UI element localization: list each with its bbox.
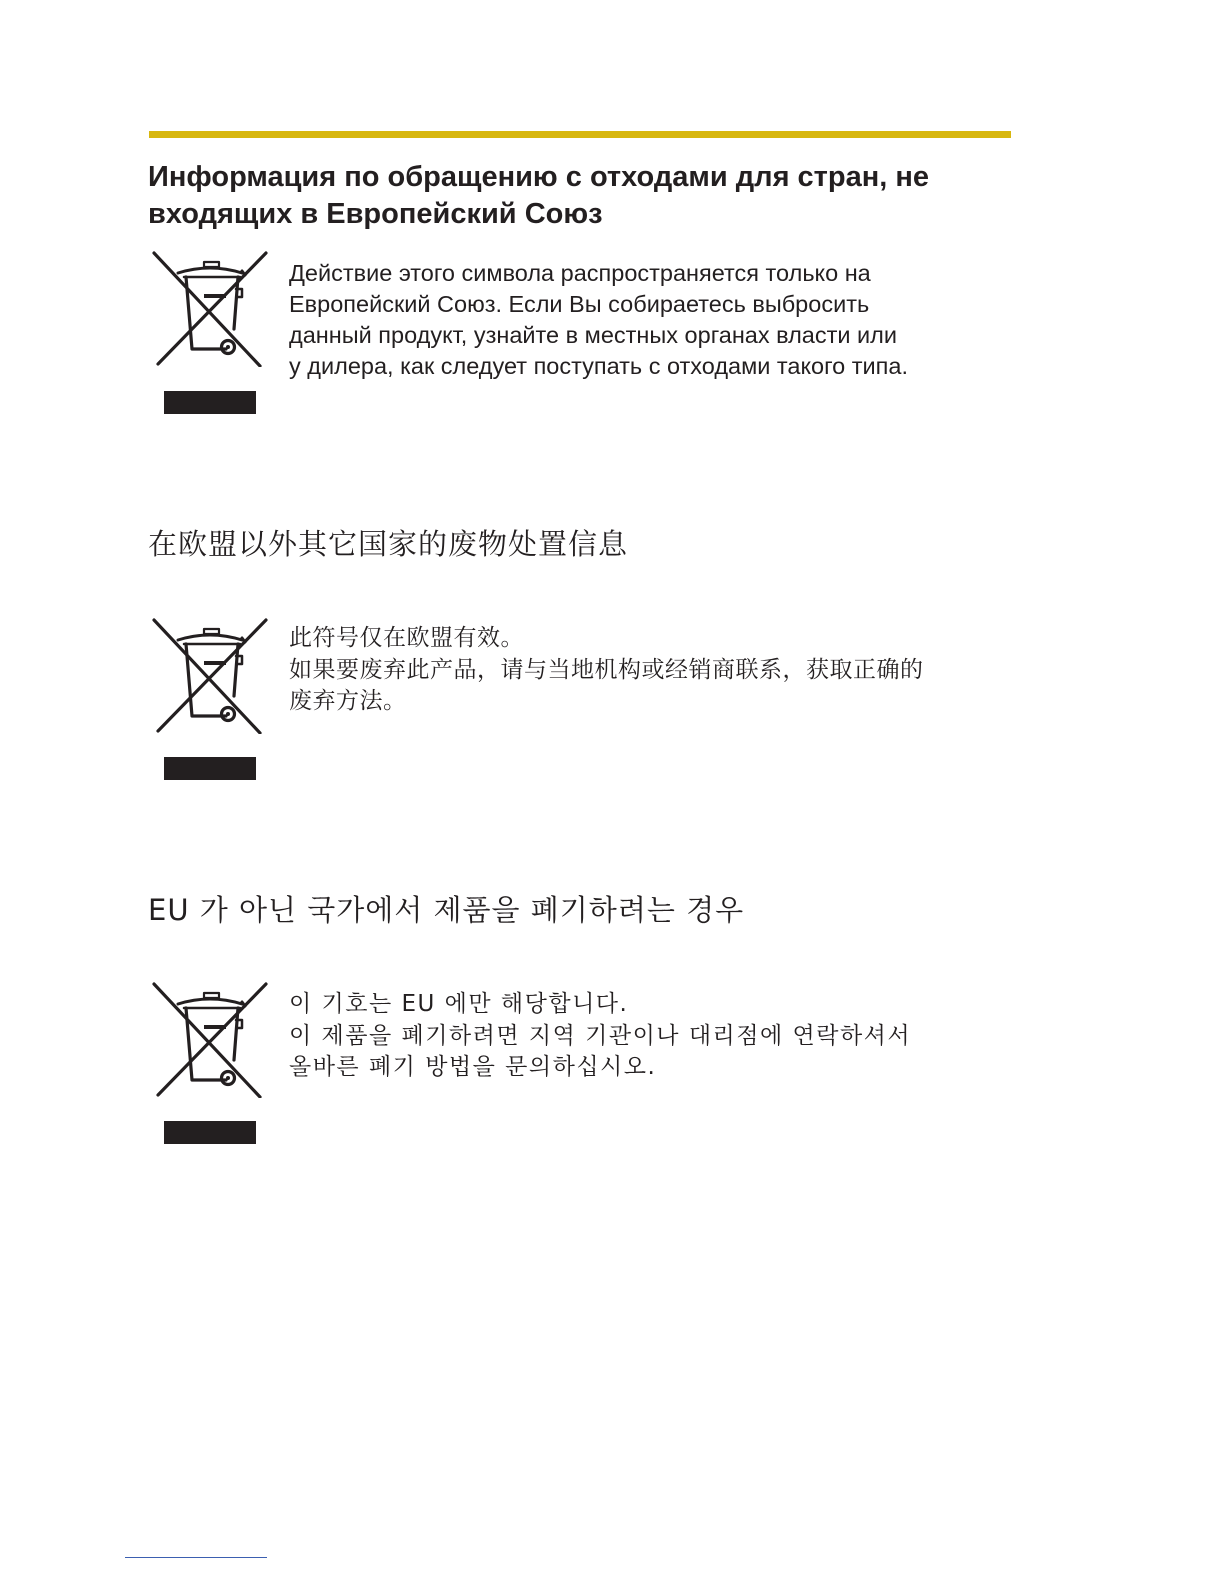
weee-black-bar [164,391,256,414]
body-line: данный продукт, узнайте в местных органах власти или [289,322,898,348]
section-title-russian: Информация по обращению с отходами для стран, не входящих в Европейский Союз [148,161,930,230]
crossed-out-wheelie-bin-icon [150,980,270,1098]
section-body-korean [289,989,911,1084]
section-title-korean: EU 가 아닌 국가에서 제품을 폐기하려는 경우 [148,893,745,927]
body-line: 이 제품을 폐기하려면 지역 기관이나 대리점에 연락하셔서 [289,1022,912,1049]
body-line: 이 기호는 EU 에만 해당합니다. [289,991,629,1017]
section-body-chinese [289,623,924,718]
body-line: 如果要废弃此产品，请与当地机构或经销商联系，获取正确的 [289,656,924,683]
body-line: у дилера, как следует поступать с отходами такого типа. [289,353,908,379]
body-line: 废弃方法。 [289,688,407,714]
body-line: 此符号仅在欧盟有效。 [289,625,524,651]
body-line: Европейский Союз. Если Вы собираетесь выбросить [289,291,870,317]
section-title-chinese: 在欧盟以外其它国家的废物处置信息 [148,527,629,561]
crossed-out-wheelie-bin-icon [150,249,270,367]
top-accent-rule [149,131,1011,138]
body-line: 올바른 폐기 방법을 문의하십시오. [289,1054,657,1080]
bottom-rule [125,1557,267,1558]
crossed-out-wheelie-bin-icon [150,616,270,734]
weee-black-bar [164,1121,256,1144]
weee-black-bar [164,757,256,780]
section-body-russian [289,258,908,382]
body-line: Действие этого символа распространяется только на [289,260,871,286]
